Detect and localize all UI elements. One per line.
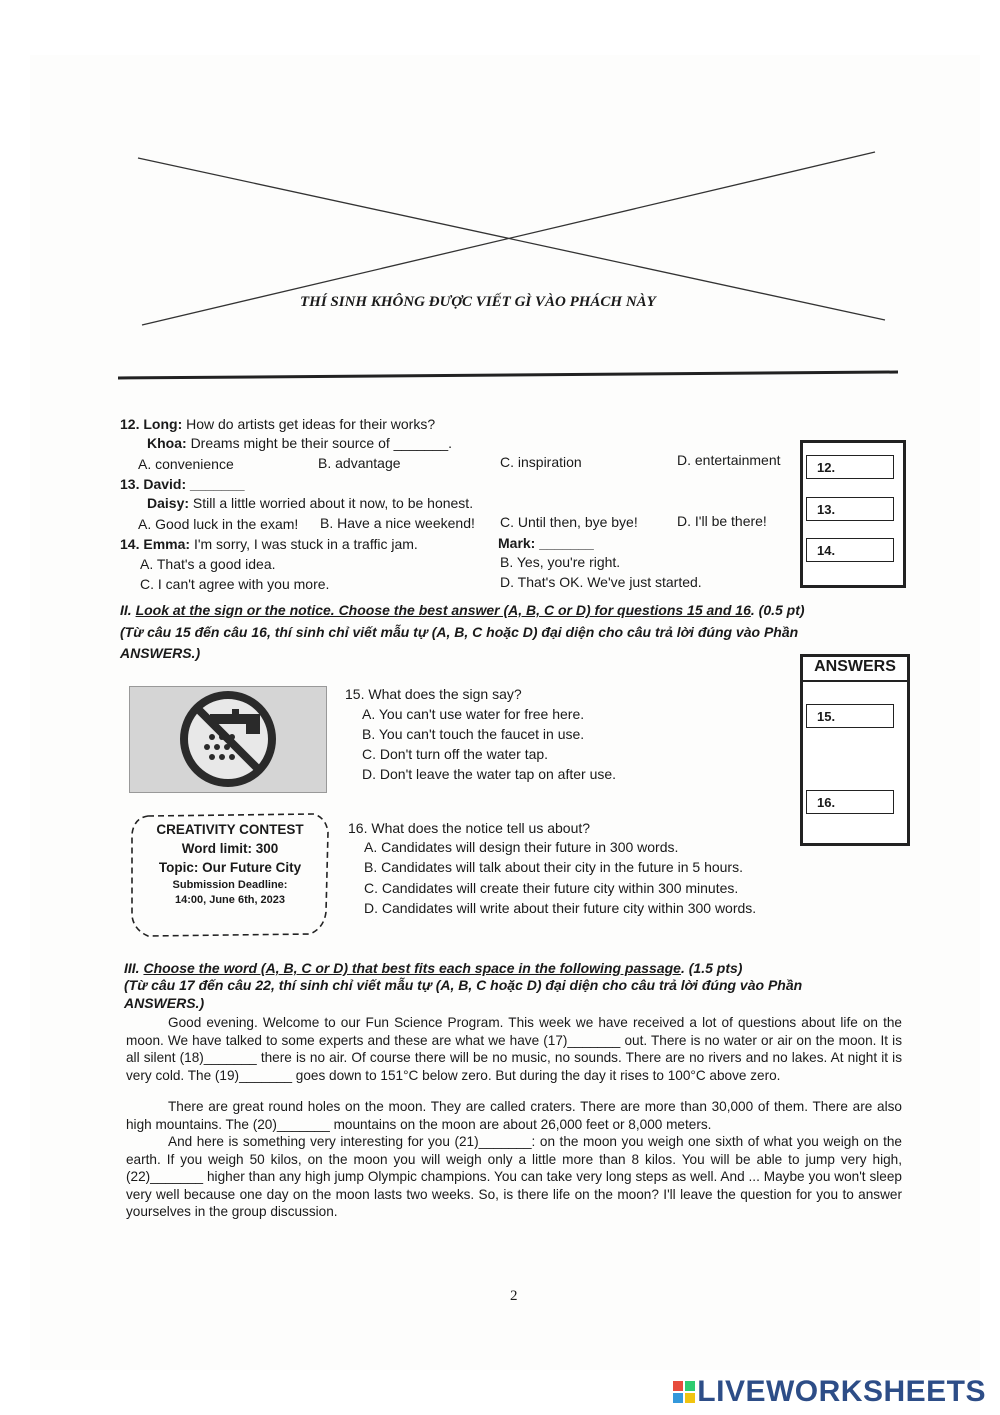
q15-question: 15. What does the sign say? (345, 686, 522, 702)
q14-option-c: C. I can't agree with you more. (140, 576, 330, 592)
answers-title: ANSWERS (800, 654, 910, 682)
q12-line1: 12. Long: How do artists get ideas for their works? (120, 416, 436, 432)
brand-text: LIVEWORKSHEETS (697, 1375, 986, 1408)
liveworksheets-logo (673, 1376, 986, 1408)
answer-12-input[interactable]: 12. (806, 455, 894, 479)
answer-14-input[interactable]: 14. (806, 538, 894, 562)
passage-paragraph-1: Good evening. Welcome to our Fun Science Program. This week we have received a lot of questions about life on the moon. We have talked to some experts and these are what we have (17)_______ out. There is no water or air on the moon. It is all silent (18)_______ there is no air. Of course there will be no music, no sounds. There are no rivers and no lakes. At night it is very cold. The (19)_______ goes down to 151°C below zero. But during the day it rises to 100°C above zero. (126, 1015, 902, 1083)
q15-option-c: C. Don't turn off the water tap. (362, 746, 549, 762)
q12-option-d: D. entertainment (677, 452, 781, 468)
part2-instruction-line1: (Từ câu 15 đến câu 16, thí sinh chỉ viết mẫu tự (A, B, C hoặc D) đại diện cho câu trả lời đúng vào Phần (120, 624, 799, 640)
part3-heading: III. Choose the word (A, B, C or D) that best fits each space in the following passage. (1.5 pts) (124, 960, 743, 976)
q13-option-b: B. Have a nice weekend! (320, 515, 475, 531)
q12-option-a: A. convenience (138, 456, 234, 472)
part3-instruction-line2: ANSWERS.) (124, 995, 205, 1011)
passage-paragraph-2: There are great round holes on the moon. They are called craters. There are more than 30,000 of them. There are also high mountains. The (20)_______ mountains on the moon are about 26,000 feet or 8,000 meters. (126, 1099, 902, 1132)
answer-13-input[interactable]: 13. (806, 497, 894, 521)
passage-paragraph-3: And here is something very interesting for you (21)_______: on the moon you weigh one sixth of what you weigh on the earth. If you weigh 50 kilos, on the moon you will weigh only a little more than 8 kilos. You will be able to jump very high, (22)_______ higher than any high jump Olympic champions. You can take very long steps as well. And ... Maybe you won't sleep very well because one day on the moon lasts two weeks. So, is there life on the moon? I'll leave the question for you to answer yourselves in the group discussion. (126, 1134, 902, 1220)
contest-deadline-value: 14:00, June 6th, 2023 (174, 894, 286, 906)
q16-option-d: D. Candidates will write about their future city within 300 words. (364, 900, 757, 916)
q16-question: 16. What does the notice tell us about? (348, 820, 591, 836)
page-number: 2 (510, 1288, 518, 1304)
q13-option-c: C. Until then, bye bye! (500, 514, 638, 530)
q14-option-b: B. Yes, you're right. (500, 554, 621, 570)
q13-line2: Daisy: Still a little worried about it now, to be honest. (147, 495, 474, 511)
q14-mark: Mark: _______ (498, 535, 594, 551)
q14-line1: 14. Emma: I'm sorry, I was stuck in a traffic jam. (120, 536, 418, 552)
answers-box-15-16 (800, 654, 910, 846)
part3-instruction-line1: (Từ câu 17 đến câu 22, thí sinh chỉ viết mẫu tự (A, B, C hoặc D) đại diện cho câu trả lời đúng vào Phần (124, 977, 803, 993)
liveworksheets-logo-icon (673, 1381, 695, 1403)
answer-15-input[interactable]: 15. (806, 704, 894, 728)
q16-option-b: B. Candidates will talk about their city in the future in 5 hours. (364, 859, 743, 875)
crossed-lines (0, 0, 1000, 400)
header-notice: THÍ SINH KHÔNG ĐƯỢC VIẾT GÌ VÀO PHÁCH NÀY (300, 294, 656, 310)
part2-instruction-line2: ANSWERS.) (120, 645, 201, 661)
q13-option-a: A. Good luck in the exam! (138, 516, 299, 532)
q15-option-d: D. Don't leave the water tap on after use. (362, 766, 617, 782)
contest-deadline-label: Submission Deadline: (172, 879, 288, 891)
part2-heading: II. Look at the sign or the notice. Choose the best answer (A, B, C or D) for questions 15 and 16. (0.5 pt) (120, 602, 805, 618)
q12-option-b: B. advantage (318, 455, 401, 471)
contest-title: CREATIVITY CONTEST (156, 822, 304, 837)
no-water-tap-sign (129, 686, 327, 793)
contest-topic: Topic: Our Future City (158, 860, 302, 875)
q15-option-b: B. You can't touch the faucet in use. (362, 726, 585, 742)
creativity-contest-notice (126, 808, 334, 938)
no-water-tap-icon (130, 687, 326, 792)
q14-option-a: A. That's a good idea. (140, 556, 276, 572)
q13-line1: 13. David: _______ (120, 476, 245, 492)
q12-line2: Khoa: Dreams might be their source of _______. (147, 435, 453, 451)
contest-word-limit: Word limit: 300 (181, 841, 279, 856)
q16-option-c: C. Candidates will create their future city within 300 minutes. (364, 880, 739, 896)
q15-option-a: A. You can't use water for free here. (362, 706, 585, 722)
answer-16-input[interactable]: 16. (806, 790, 894, 814)
q14-option-d: D. That's OK. We've just started. (500, 574, 702, 590)
q12-option-c: C. inspiration (500, 454, 582, 470)
q16-option-a: A. Candidates will design their future in 300 words. (364, 839, 679, 855)
q13-option-d: D. I'll be there! (677, 513, 767, 529)
